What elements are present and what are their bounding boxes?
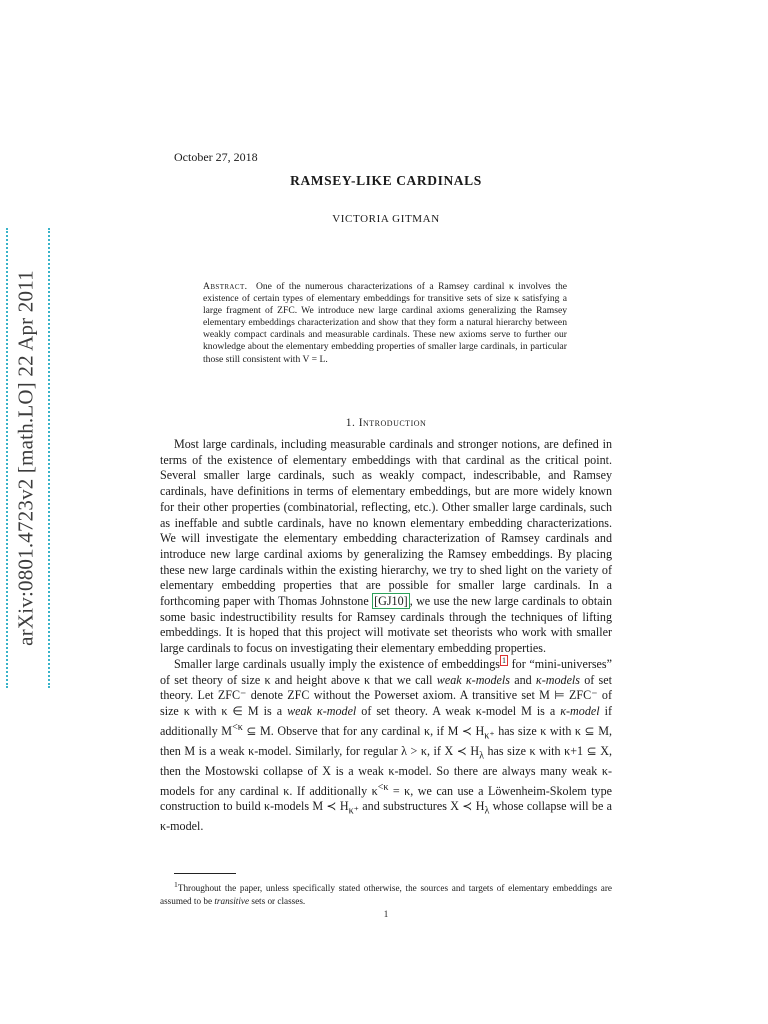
page-number: 1 (383, 909, 389, 919)
footnote (160, 879, 612, 907)
p1-text-a: Most large cardinals, including measurable cardinals and stronger notions, are defined in terms of the existence of elementary embeddings with that cardinal as the critical point. Several smaller large cardinals, such as weakly compact, indescribable, and Ramsey cardinals, have definitions in terms of elementary embeddings, but are more widely known for their other properties (combinatorial, reflecting, etc.). Other smaller large cardinals, such as ineffable and subtle cardinals, have no known elementary embedding characterizations. We will investigate the elementary embedding characterization of Ramsey cardinals and introduce new large cardinal axioms by generalizing the Ramsey embeddings. By placing these new large cardinals within the existing hierarchy, we try to shed light on the variety of elementary embedding properties that are possible for smaller large cardinals. In a forthcoming paper with Thomas Johnstone (160, 437, 612, 609)
abstract-text: One of the numerous characterizations of a Ramsey cardinal κ involves the existence of certain types of elementary embeddings for transitive sets of size κ satisfying a large fragment of ZFC. We introduce new large cardinal axioms generalizing the Ramsey elementary embeddings characterization and show that they form a natural hierarchy between weakly compact cardinals and measurable cardinals. These new axioms serve to further our knowledge about the elementary embedding properties of smaller large cardinals, in particular those still consistent with V = L. (203, 281, 567, 365)
section-number: 1. (345, 417, 356, 429)
p2-text-5: of set theory. A weak κ-model M is a (356, 703, 561, 718)
paragraph-1 (160, 437, 612, 657)
term-transitive: transitive (214, 895, 250, 906)
term-k-models: κ-models (535, 672, 581, 687)
term-weak-k-model: weak κ-model (287, 703, 357, 718)
paragraph-2 (160, 657, 612, 835)
section-heading (160, 417, 612, 429)
footnote-number: 1 (174, 880, 178, 889)
footnote-marker[interactable]: 1 (501, 655, 506, 665)
p2-text-4: of set theory. Let ZFC⁻ denote ZFC without the Powerset axiom. A transitive set M ⊨ ZFC⁻ of size κ with κ ∈ M is a (160, 672, 612, 718)
footnote-rule (174, 873, 236, 874)
paper-author: VICTORIA GITMAN (332, 213, 440, 225)
section-title: Introduction (358, 417, 427, 429)
introduction-body (160, 437, 612, 835)
p2-text-3: and (509, 672, 536, 687)
p2-text-2: for “mini-universes” of set theory of size κ and height above κ that we call (160, 656, 612, 687)
term-weak-k-models: weak κ-models (436, 672, 510, 687)
citation-gj10[interactable]: [GJ10] (374, 594, 408, 609)
arxiv-identifier[interactable]: arXiv:0801.4723v2 [math.LO] 22 Apr 2011 (13, 270, 38, 646)
footnote-text-1: Throughout the paper, unless specifically stated otherwise, the sources and targets of elementary embeddings are assumed to be (160, 883, 612, 906)
abstract (203, 281, 567, 366)
abstract-label: Abstract. (203, 281, 248, 292)
p2-text-6: if additionally $M^{<\kappa}$ ⊆ M. Observe that for any cardinal κ, if M ≺ $H_{\kappa^+}$ has size κ with κ ⊆ M, then M is a weak κ-model. Similarly, for regular λ > κ, if X ≺ $H_\lambda$ has size κ with κ+1 ⊆ X, then the Mostowski collapse of X is a weak κ-model. So there are always many weak κ-models for any cardinal κ. If additionally $\kappa^{<\kappa} = \kappa$, we can use a Löwenheim-Skolem type construction to build κ-models M ≺ $H_{\kappa^+}$ and substructures X ≺ $H_\lambda$ whose collapse will be a κ-model. (160, 703, 613, 834)
p1-text-b: , we use the new large cardinals to obtain some basic indestructibility results for Ramsey cardinals through the techniques of lifting embeddings. It is hoped that this project will motivate set theorists who work with smaller large cardinals to focus on investigating their elementary embedding properties. (160, 594, 612, 656)
p2-text-1: Smaller large cardinals usually imply the existence of embeddings (174, 656, 500, 671)
footnote-text-2: sets or classes. (249, 895, 306, 906)
term-k-model: κ-model (560, 703, 600, 718)
paper-date: October 27, 2018 (174, 150, 258, 164)
paper-title: RAMSEY-LIKE CARDINALS (290, 173, 482, 188)
